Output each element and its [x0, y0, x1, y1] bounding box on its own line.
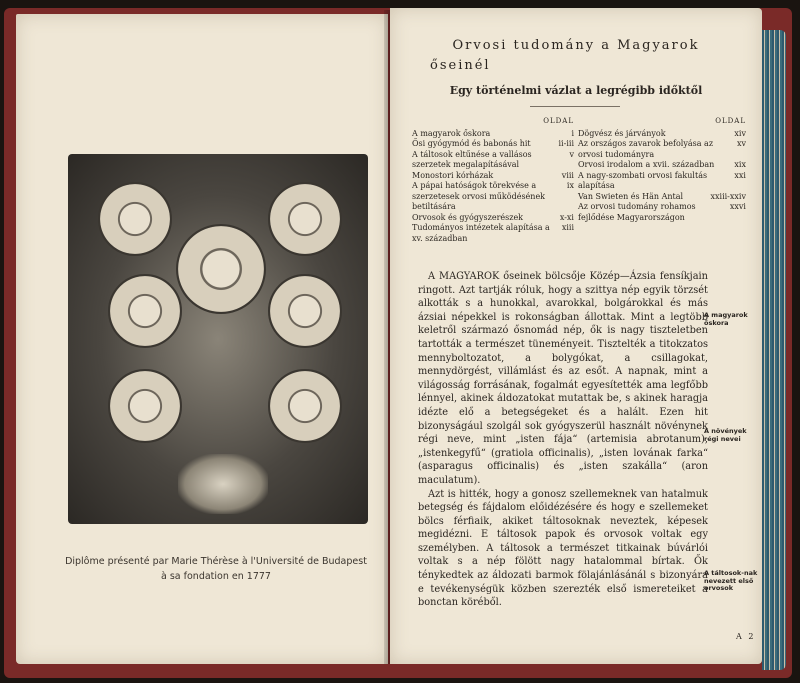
- caption-line: à sa fondation en 1777: [161, 571, 271, 582]
- toc-header: OLDAL: [543, 117, 574, 125]
- seal-emblem: [268, 182, 342, 256]
- toc-column-left: [412, 116, 574, 244]
- seal-emblem: [268, 274, 342, 348]
- toc-entry-text: A táltosok eltűnése a vallásos szerzetek megalapításával: [412, 149, 532, 169]
- illustration-caption: [56, 554, 376, 584]
- toc-entry: [578, 160, 746, 171]
- toc-entry-text: Tudományos intézetek alapítása a xv. században: [412, 223, 550, 243]
- toc-entry: [412, 171, 574, 182]
- toc-entry-text: Ősi gyógymód és babonás hit: [412, 139, 531, 148]
- toc-entry-text: Az orvosi tudomány rohamos fejlődése Magyarországon: [578, 202, 696, 222]
- toc-entry: [578, 192, 746, 203]
- toc-entry-page: xix: [734, 160, 746, 169]
- toc-entry-page: xxvi: [729, 202, 746, 211]
- toc-entry-page: i: [571, 128, 574, 138]
- toc-entry: [412, 181, 574, 213]
- diploma-illustration: [68, 154, 368, 524]
- toc-entry-page: xv: [736, 139, 746, 148]
- chapter-title: Orvosi tudomány a Magyarok: [452, 38, 700, 53]
- toc-entry-text: Az országos zavarok befolyása az orvosi tudományra: [578, 139, 714, 159]
- toc-entry-text: Orvosi irodalom a xvii. században: [578, 160, 715, 169]
- left-page: [16, 14, 388, 664]
- seated-figure: [178, 454, 268, 514]
- toc-entry-page: xxi: [734, 170, 746, 180]
- toc-entry-text: A pápai hatóságok törekvése a szerzetesek orvosi működésének betiltására: [412, 181, 546, 211]
- toc-entry: [412, 223, 574, 244]
- margin-note: A táltosok-nak nevezett első orvosok: [704, 569, 758, 592]
- toc-entry-page: ii-iii: [558, 139, 574, 148]
- toc-entry: [412, 139, 574, 150]
- toc-entry-page: x-xi: [559, 212, 574, 222]
- page-signature: A 2: [736, 632, 756, 641]
- chapter-title-line2: őseinél: [430, 58, 491, 73]
- margin-note: A növények régi nevei: [704, 427, 747, 443]
- seal-emblem: [108, 274, 182, 348]
- toc-entry-text: A nagy-szombati orvosi fakultás alapítása: [578, 170, 708, 190]
- toc-entry: [412, 129, 574, 140]
- seal-emblem: [268, 369, 342, 443]
- toc-entry: [412, 213, 574, 224]
- caption-line: Diplôme présenté par Marie Thérèse à l'Université de Budapest: [65, 556, 367, 567]
- toc-entry: [578, 202, 746, 223]
- seal-emblem: [176, 224, 266, 314]
- toc-entry-text: Orvosok és gyógyszerészek: [412, 212, 524, 222]
- toc-entry-page: xiii: [561, 223, 574, 232]
- toc-entry: [578, 129, 746, 140]
- toc-column-right: [578, 116, 746, 223]
- seal-emblem: [108, 369, 182, 443]
- toc-entry-page: v: [569, 149, 574, 159]
- toc-entry: [412, 150, 574, 171]
- toc-entry-page: xiv: [734, 128, 746, 138]
- paragraph: A MAGYAROK őseinek bölcsője Közép—Ázsia fensíkjain ringott. Azt tartják róluk, hogy a szittya nép egyik törzsét alkották s a hunokkal, avarokkal, bolgárokkal és más ázsiai népekkel is rokonságban állottak. Mint a legtöbb keletről származó ősnomád nép, ők is nagy tiszteletben tartották a természet tüneményeit. Tisztelték a titokzatos mennyboltozatot, a bolygókat, a csillagokat, mennydörgést, villámlást és az esőt. A napnak, mint a világosság forrásának, fogalmát egyesítették ama legfőbb lénnyel, akinek áldozatokat mutattak be, s akinek haragja idézte elő a betegségeket és a halált. Ezen hit bizonyságául szolgál sok gyógyszerül használt növénynek régi neve, mint „isten fája“ (artemisia abrotanum), „istenkegyfű“ (gratiola officinalis), „isten lovának farka“ (asparagus officinalis) és „isten szakálla“ (aron maculatum).: [418, 271, 708, 486]
- toc-entry-text: Dögvész és járványok: [578, 128, 666, 138]
- toc-entry-page: viii: [561, 170, 574, 180]
- margin-note: A magyarok őskora: [704, 311, 748, 327]
- toc-entry-text: A magyarok őskora: [412, 128, 491, 138]
- toc-entry: [578, 171, 746, 192]
- toc-entry-page: xxiii-xxiv: [710, 191, 746, 201]
- right-page: [390, 8, 762, 664]
- page-edges: [762, 30, 786, 670]
- body-text: [418, 270, 708, 610]
- toc-header: OLDAL: [715, 117, 746, 125]
- seal-emblem: [98, 182, 172, 256]
- divider: [530, 106, 620, 107]
- toc-entry-text: Van Swieten és Hän Antal: [578, 191, 684, 201]
- toc-entry: [578, 139, 746, 160]
- paragraph: Azt is hitték, hogy a gonosz szellemeknek van hatalmuk betegség és fájdalom előidézésére és hogy e szellemeket bölcs férfiaik, akiket táltosoknak neveztek, képesek megidézni. E táltosok papok és orvosok voltak egy személyben. A táltosok a természet titkainak búvárlói voltak s a nép fölött nagy hatalommal bírtak. Ők ténykedtek az áldozati barmok fölajánlásánál s bizonyára e tevékenységük közben szerezték első ismereteiket a bonctan köréből.: [418, 488, 708, 609]
- toc-entry-text: Monostori kórházak: [412, 170, 494, 180]
- chapter-subtitle: Egy történelmi vázlat a legrégibb időktől: [449, 84, 703, 97]
- toc-entry-page: ix: [566, 181, 574, 190]
